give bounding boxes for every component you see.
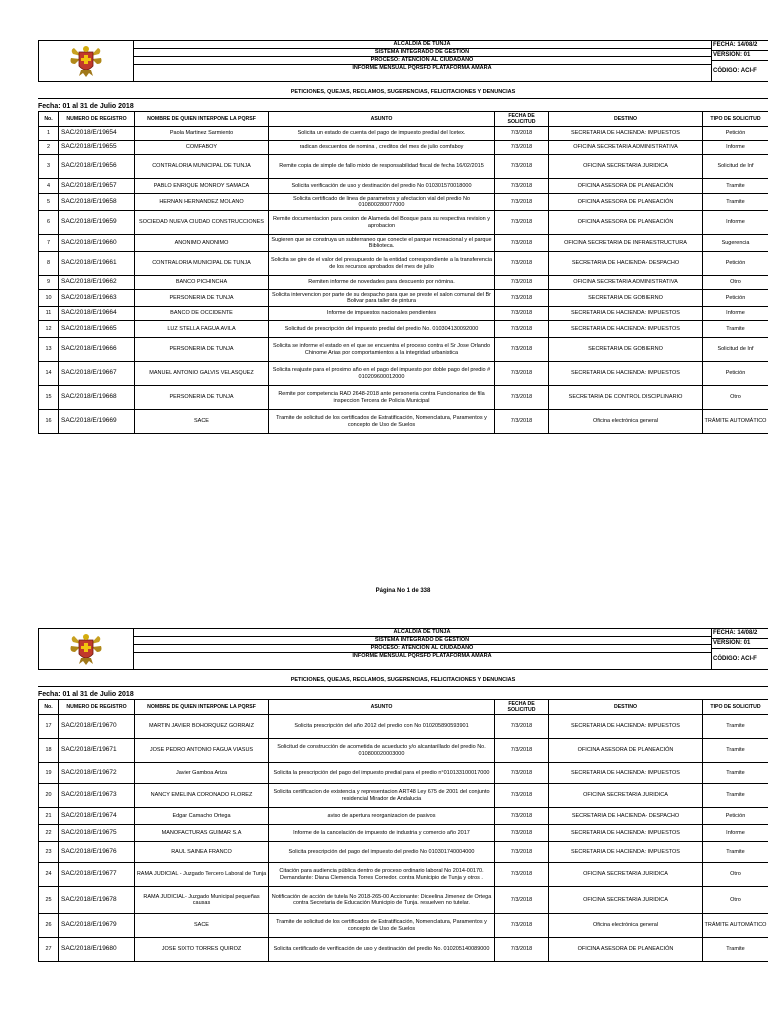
row-number: 5 — [39, 194, 59, 211]
request-date: 7/3/2018 — [495, 211, 549, 235]
header-version: VERSIÓN: 01 — [711, 639, 768, 649]
registration-number: SAC/2018/E/19679 — [59, 914, 135, 938]
subject: Remite por competencia RAD 2648-2018 ante personeria contra Funcionarios de fila inspeccion Tercera de Policia Municipal — [269, 386, 495, 410]
registration-number: SAC/2018/E/19680 — [59, 938, 135, 962]
col-header: NUMERO DE REGISTRO — [59, 112, 135, 127]
col-header: No. — [39, 700, 59, 715]
row-number: 10 — [39, 290, 59, 307]
request-type: Petición — [703, 808, 768, 825]
subject: Solicita certificado de verificación de uso y destinación del predio No. 010205140089000 — [269, 938, 495, 962]
header-date: FECHA: 14/08/2 — [711, 41, 768, 51]
requester-name: Javier Gamboa Ariza — [135, 763, 269, 784]
subject: Informe de la cancelación de impuesto de industria y comercio año 2017 — [269, 825, 495, 842]
requester-name: CONTRALORIA MUNICIPAL DE TUNJA — [135, 252, 269, 276]
col-header: DESTINO — [549, 112, 703, 127]
header-line: SISTEMA INTEGRADO DE GESTION — [133, 49, 711, 57]
row-number: 9 — [39, 276, 59, 290]
requester-name: LUZ STELLA FAGUA AVILA — [135, 321, 269, 338]
request-type: Tramite — [703, 194, 768, 211]
subject: Solicita se informe el estado en el que se encuentra el proceso contra el Sr Jose Orlando Chinome Arias por comportamientos a la integridad urbanistica — [269, 338, 495, 362]
report-period: Fecha: 01 al 31 de Julio 2018 — [38, 691, 134, 698]
request-date: 7/3/2018 — [495, 179, 549, 194]
col-header: NUMERO DE REGISTRO — [59, 700, 135, 715]
row-number: 4 — [39, 179, 59, 194]
requester-name: RAMA JUDICIAL- Juzgado Municipal pequeñas causas — [135, 887, 269, 914]
requester-name: MANOFACTURAS GUIMAR S.A — [135, 825, 269, 842]
request-date: 7/3/2018 — [495, 842, 549, 863]
table-row — [39, 362, 768, 386]
request-type: Tramite — [703, 179, 768, 194]
destination: OFICINA ASESORA DE PLANEACIÓN — [549, 938, 703, 962]
row-number: 23 — [39, 842, 59, 863]
document-page-1 — [38, 40, 768, 434]
subject: Solicitud de prescripción del impuesto predial del predio No. 010304130092000 — [269, 321, 495, 338]
request-date: 7/3/2018 — [495, 307, 549, 321]
header-line: INFORME MENSUAL PQRSFD PLATAFORMA AMARA — [352, 65, 492, 71]
col-header: DESTINO — [549, 700, 703, 715]
requester-name: SACE — [135, 914, 269, 938]
subject: Remite copia de simple de fallo mixto de responsabilidad fiscal de fecha 16/02/2015 — [269, 155, 495, 179]
requester-name: SOCIEDAD NUEVA CIUDAD CONSTRUCCIONES — [135, 211, 269, 235]
destination: SECRETARIA DE HACIENDA: IMPUESTOS — [549, 763, 703, 784]
row-number: 20 — [39, 784, 59, 808]
destination: OFICINA SECRETARIA JURIDICA — [549, 784, 703, 808]
col-header: ASUNTO — [269, 700, 495, 715]
table-row — [39, 155, 768, 179]
request-type: Petición — [703, 127, 768, 141]
destination: OFICINA SECRETARIA JURIDICA — [549, 887, 703, 914]
registration-number: SAC/2018/E/19670 — [59, 715, 135, 739]
subject: Notificación de acción de tutela No 2018-265-00 Accionante: Diceelina Jimenez de Ortega contra Secretaria de Educación Municipio de Tunja. resuelven no tutelar. — [269, 887, 495, 914]
coat-of-arms-logo — [39, 629, 134, 669]
request-type: Petición — [703, 362, 768, 386]
table-row — [39, 252, 768, 276]
table-row — [39, 321, 768, 338]
row-number: 25 — [39, 887, 59, 914]
destination: Oficina electrónica general — [549, 410, 703, 434]
request-date: 7/3/2018 — [495, 938, 549, 962]
header-line: ALCALDIA DE TUNJA — [133, 629, 711, 637]
request-date: 7/3/2018 — [495, 825, 549, 842]
requester-name: Paola Martinez Sarmiento — [135, 127, 269, 141]
request-type: Tramite — [703, 715, 768, 739]
subject: Remiten informe de novedades para descuento por nómina. — [269, 276, 495, 290]
requester-name: BANCO DE OCCIDENTE — [135, 307, 269, 321]
header-line: PROCESO: ATENCION AL CIUDADANO — [133, 57, 711, 65]
subject: Sugieren que se construya un subterraneo que conecte el parque recreacional y el parque Biblioteca. — [269, 235, 495, 252]
request-type: Solicitud de Inf — [703, 338, 768, 362]
subject: Solicita verificación de uso y destinación del predio No 010301570018000 — [269, 179, 495, 194]
table-row — [39, 887, 768, 914]
table-row — [39, 211, 768, 235]
row-number: 2 — [39, 141, 59, 155]
row-number: 12 — [39, 321, 59, 338]
requester-name: NANCY EMELINA CORONADO FLOREZ — [135, 784, 269, 808]
requester-name: PABLO ENRIQUE MONROY SAMACA — [135, 179, 269, 194]
request-type: Tramite — [703, 739, 768, 763]
col-header: FECHA DE SOLICITUD — [495, 112, 549, 127]
request-date: 7/3/2018 — [495, 362, 549, 386]
requester-name: MANUEL ANTONIO GALVIS VELASQUEZ — [135, 362, 269, 386]
header-date: FECHA: 14/08/2 — [711, 629, 768, 639]
destination: OFICINA SECRETARIA ADMINISTRATIVA — [549, 141, 703, 155]
table-row — [39, 410, 768, 434]
subject: Solicita un estado de cuenta del pago de impuesto predial del Icetex. — [269, 127, 495, 141]
registration-number: SAC/2018/E/19671 — [59, 739, 135, 763]
destination: OFICINA SECRETARIA DE INFRAESTRUCTURA — [549, 235, 703, 252]
request-date: 7/3/2018 — [495, 155, 549, 179]
destination: SECRETARIA DE HACIENDA: IMPUESTOS — [549, 715, 703, 739]
table-row — [39, 141, 768, 155]
registration-number: SAC/2018/E/19665 — [59, 321, 135, 338]
request-type: Petición — [703, 290, 768, 307]
destination: SECRETARIA DE HACIENDA: IMPUESTOS — [549, 127, 703, 141]
report-period: Fecha: 01 al 31 de Julio 2018 — [38, 103, 134, 110]
destination: SECRETARIA DE HACIENDA: IMPUESTOS — [549, 321, 703, 338]
request-type: Tramite — [703, 842, 768, 863]
request-date: 7/3/2018 — [495, 863, 549, 887]
request-type: Tramite — [703, 784, 768, 808]
request-date: 7/3/2018 — [495, 808, 549, 825]
row-number: 8 — [39, 252, 59, 276]
registration-number: SAC/2018/E/19660 — [59, 235, 135, 252]
request-type: Tramite — [703, 938, 768, 962]
registration-number: SAC/2018/E/19669 — [59, 410, 135, 434]
destination: SECRETARIA DE CONTROL DISCIPLINARIO — [549, 386, 703, 410]
header-line: PROCESO: ATENCION AL CIUDADANO — [133, 645, 711, 653]
subject: Informe de impuestos nacionales pendientes — [269, 307, 495, 321]
header-code: CÓDIGO: ACI-F — [713, 656, 757, 662]
row-number: 15 — [39, 386, 59, 410]
registration-number: SAC/2018/E/19659 — [59, 211, 135, 235]
row-number: 7 — [39, 235, 59, 252]
registration-number: SAC/2018/E/19656 — [59, 155, 135, 179]
request-type: TRÁMITE AUTOMÁTICO — [703, 914, 768, 938]
table-row — [39, 863, 768, 887]
destination: SECRETARIA DE HACIENDA: IMPUESTOS — [549, 307, 703, 321]
registration-number: SAC/2018/E/19666 — [59, 338, 135, 362]
request-date: 7/3/2018 — [495, 914, 549, 938]
destination: OFICINA SECRETARIA JURIDICA — [549, 863, 703, 887]
request-date: 7/3/2018 — [495, 235, 549, 252]
row-number: 17 — [39, 715, 59, 739]
col-header: ASUNTO — [269, 112, 495, 127]
requester-name: JOSE SIXTO TORRES QUIROZ — [135, 938, 269, 962]
page-header — [38, 40, 768, 82]
subject: aviso de apertura reorganizacion de pasivos — [269, 808, 495, 825]
table-row — [39, 307, 768, 321]
requester-name: RAMA JUDICIAL - Juzgado Tercero Laboral de Tunja — [135, 863, 269, 887]
page-number: Página No 1 de 338 — [375, 588, 431, 594]
registration-number: SAC/2018/E/19677 — [59, 863, 135, 887]
request-type: Otro — [703, 386, 768, 410]
request-type: Tramite — [703, 321, 768, 338]
header-line: SISTEMA INTEGRADO DE GESTION — [133, 637, 711, 645]
subject: radican descuentos de nomina , creditos del mes de julio comfaboy — [269, 141, 495, 155]
header-version: VERSIÓN: 01 — [711, 51, 768, 61]
row-number: 13 — [39, 338, 59, 362]
request-type: Solicitud de Inf — [703, 155, 768, 179]
request-type: Tramite — [703, 763, 768, 784]
request-type: Informe — [703, 141, 768, 155]
subject: Citación para audiencia pública dentro de proceso ordinario laboral No 2014-00170. Demandante: Diana Clemencia Torres Corredor. contra Municipio de Tunja y otros . — [269, 863, 495, 887]
destination: OFICINA ASESORA DE PLANEACIÓN — [549, 739, 703, 763]
subject: Solicita prescripción del pago del impuesto del predio No 010301740004000 — [269, 842, 495, 863]
request-date: 7/3/2018 — [495, 887, 549, 914]
destination: SECRETARIA DE GOBIERNO — [549, 290, 703, 307]
table-row — [39, 739, 768, 763]
request-type: Petición — [703, 252, 768, 276]
table-row — [39, 235, 768, 252]
registration-number: SAC/2018/E/19678 — [59, 887, 135, 914]
table-row — [39, 842, 768, 863]
table-row — [39, 338, 768, 362]
destination: SECRETARIA DE HACIENDA: IMPUESTOS — [549, 825, 703, 842]
table-row — [39, 763, 768, 784]
destination: Oficina electrónica general — [549, 914, 703, 938]
registration-number: SAC/2018/E/19654 — [59, 127, 135, 141]
requester-name: ANONIMO ANONIMO — [135, 235, 269, 252]
destination: OFICINA ASESORA DE PLANEACIÓN — [549, 194, 703, 211]
subject: Solicita certificado de linea de parametros y afectacion vial del predio No 010800280077000 — [269, 194, 495, 211]
row-number: 6 — [39, 211, 59, 235]
table-row — [39, 825, 768, 842]
request-type: Informe — [703, 211, 768, 235]
request-date: 7/3/2018 — [495, 386, 549, 410]
row-number: 3 — [39, 155, 59, 179]
subject: Solicita reajuste para el proximo año en el pago del impuesto por doble pago del predio # 010209600012000 — [269, 362, 495, 386]
destination: OFICINA SECRETARIA ADMINISTRATIVA — [549, 276, 703, 290]
request-date: 7/3/2018 — [495, 784, 549, 808]
destination: OFICINA ASESORA DE PLANEACIÓN — [549, 211, 703, 235]
subject: Solicitud de construcción de acometida de acueducto y/o alcantarillado del predio No. 010800020003000 — [269, 739, 495, 763]
registration-number: SAC/2018/E/19663 — [59, 290, 135, 307]
table-row — [39, 290, 768, 307]
requester-name: PERSONERIA DE TUNJA — [135, 338, 269, 362]
request-type: Sugerencia — [703, 235, 768, 252]
row-number: 1 — [39, 127, 59, 141]
table-row — [39, 938, 768, 962]
requester-name: BANCO PICHINCHA — [135, 276, 269, 290]
report-subtitle: PETICIONES, QUEJAS, RECLAMOS, SUGERENCIAS, FELICITACIONES Y DENUNCIAS — [290, 89, 516, 95]
request-date: 7/3/2018 — [495, 127, 549, 141]
requester-name: HERNAN HERNANDEZ MOLANO — [135, 194, 269, 211]
registration-number: SAC/2018/E/19676 — [59, 842, 135, 863]
col-header: No. — [39, 112, 59, 127]
registration-number: SAC/2018/E/19655 — [59, 141, 135, 155]
row-number: 19 — [39, 763, 59, 784]
registration-number: SAC/2018/E/19658 — [59, 194, 135, 211]
destination: OFICINA SECRETARIA JURIDICA — [549, 155, 703, 179]
requester-name: SACE — [135, 410, 269, 434]
requester-name: PERSONERIA DE TUNJA — [135, 386, 269, 410]
request-type: Informe — [703, 307, 768, 321]
table-row — [39, 784, 768, 808]
coat-of-arms-logo — [39, 41, 134, 81]
table-row — [39, 276, 768, 290]
row-number: 14 — [39, 362, 59, 386]
row-number: 26 — [39, 914, 59, 938]
table-row — [39, 127, 768, 141]
table-row — [39, 386, 768, 410]
registration-number: SAC/2018/E/19667 — [59, 362, 135, 386]
pqrs-table — [38, 699, 768, 962]
registration-number: SAC/2018/E/19668 — [59, 386, 135, 410]
request-date: 7/3/2018 — [495, 252, 549, 276]
registration-number: SAC/2018/E/19672 — [59, 763, 135, 784]
subject: Solicita la prescripción del pago del impuesto predial para el predio n°010133100017000 — [269, 763, 495, 784]
subject: Tramite de solicitud de los certificados de Estratificación, Nomenclatura, Paramentos y concepto de Uso de Suelos — [269, 410, 495, 434]
row-number: 27 — [39, 938, 59, 962]
registration-number: SAC/2018/E/19673 — [59, 784, 135, 808]
request-date: 7/3/2018 — [495, 276, 549, 290]
registration-number: SAC/2018/E/19662 — [59, 276, 135, 290]
subject: Remite documentacion para cesion de Alameda del Bosque para su respectiva revision y aprobacion — [269, 211, 495, 235]
destination: SECRETARIA DE HACIENDA: IMPUESTOS — [549, 842, 703, 863]
subject: Solicita certificacion de existencia y representacion ART48 Ley 675 de 2001 del conjunto residencial Mirador de Andalucia — [269, 784, 495, 808]
request-type: Otro — [703, 863, 768, 887]
destination: SECRETARIA DE HACIENDA: IMPUESTOS — [549, 362, 703, 386]
request-date: 7/3/2018 — [495, 715, 549, 739]
requester-name: PERSONERIA DE TUNJA — [135, 290, 269, 307]
col-header: TIPO DE SOLICITUD — [703, 700, 768, 715]
request-type: TRÁMITE AUTOMÁTICO — [703, 410, 768, 434]
destination: OFICINA ASESORA DE PLANEACIÓN — [549, 179, 703, 194]
table-row — [39, 914, 768, 938]
request-date: 7/3/2018 — [495, 763, 549, 784]
registration-number: SAC/2018/E/19661 — [59, 252, 135, 276]
col-header: TIPO DE SOLICITUD — [703, 112, 768, 127]
request-date: 7/3/2018 — [495, 739, 549, 763]
header-line: INFORME MENSUAL PQRSFD PLATAFORMA AMARA — [352, 653, 492, 659]
requester-name: COMFABOY — [135, 141, 269, 155]
requester-name: JOSE PEDRO ANTONIO FAGUA VIASUS — [135, 739, 269, 763]
page-header — [38, 628, 768, 670]
row-number: 11 — [39, 307, 59, 321]
table-row — [39, 808, 768, 825]
request-date: 7/3/2018 — [495, 410, 549, 434]
request-date: 7/3/2018 — [495, 290, 549, 307]
report-subtitle: PETICIONES, QUEJAS, RECLAMOS, SUGERENCIAS, FELICITACIONES Y DENUNCIAS — [290, 677, 516, 683]
request-type: Informe — [703, 825, 768, 842]
col-header: NOMBRE DE QUIEN INTERPONE LA PQRSF — [135, 112, 269, 127]
destination: SECRETARIA DE GOBIERNO — [549, 338, 703, 362]
requester-name: RAUL SAINEA FRANCO — [135, 842, 269, 863]
col-header: FECHA DE SOLICITUD — [495, 700, 549, 715]
subject: Solicita intervencion por parte de su despacho para que se preste el salon comunal del Br Bolivar para taller de pintura — [269, 290, 495, 307]
subject: Tramite de solicitud de los certificados de Estratificación, Nomenclatura, Paramentos y concepto de Uso de Suelos — [269, 914, 495, 938]
subject: Solicita se gire de el valor del presupuesto de la entidad correspondiente a la transferencia de los recursos aprobados del mes de julio — [269, 252, 495, 276]
document-page-2 — [38, 628, 768, 962]
request-date: 7/3/2018 — [495, 194, 549, 211]
col-header: NOMBRE DE QUIEN INTERPONE LA PQRSF — [135, 700, 269, 715]
row-number: 21 — [39, 808, 59, 825]
row-number: 16 — [39, 410, 59, 434]
registration-number: SAC/2018/E/19675 — [59, 825, 135, 842]
header-code: CÓDIGO: ACI-F — [713, 68, 757, 74]
header-line: ALCALDIA DE TUNJA — [133, 41, 711, 49]
table-row — [39, 194, 768, 211]
pqrs-table — [38, 111, 768, 434]
registration-number: SAC/2018/E/19674 — [59, 808, 135, 825]
request-date: 7/3/2018 — [495, 141, 549, 155]
row-number: 18 — [39, 739, 59, 763]
row-number: 22 — [39, 825, 59, 842]
registration-number: SAC/2018/E/19664 — [59, 307, 135, 321]
requester-name: MARTIN JAVIER BOHORQUEZ GORRAIZ — [135, 715, 269, 739]
destination: SECRETARIA DE HACIENDA- DESPACHO — [549, 808, 703, 825]
subject: Solicita prescripción del año 2012 del predio con No 010205890593901 — [269, 715, 495, 739]
request-type: Otro — [703, 276, 768, 290]
row-number: 24 — [39, 863, 59, 887]
table-row — [39, 179, 768, 194]
request-date: 7/3/2018 — [495, 321, 549, 338]
requester-name: CONTRALORIA MUNICIPAL DE TUNJA — [135, 155, 269, 179]
request-type: Otro — [703, 887, 768, 914]
request-date: 7/3/2018 — [495, 338, 549, 362]
requester-name: Edgar Camacho Ortega — [135, 808, 269, 825]
destination: SECRETARIA DE HACIENDA- DESPACHO — [549, 252, 703, 276]
table-row — [39, 715, 768, 739]
registration-number: SAC/2018/E/19657 — [59, 179, 135, 194]
